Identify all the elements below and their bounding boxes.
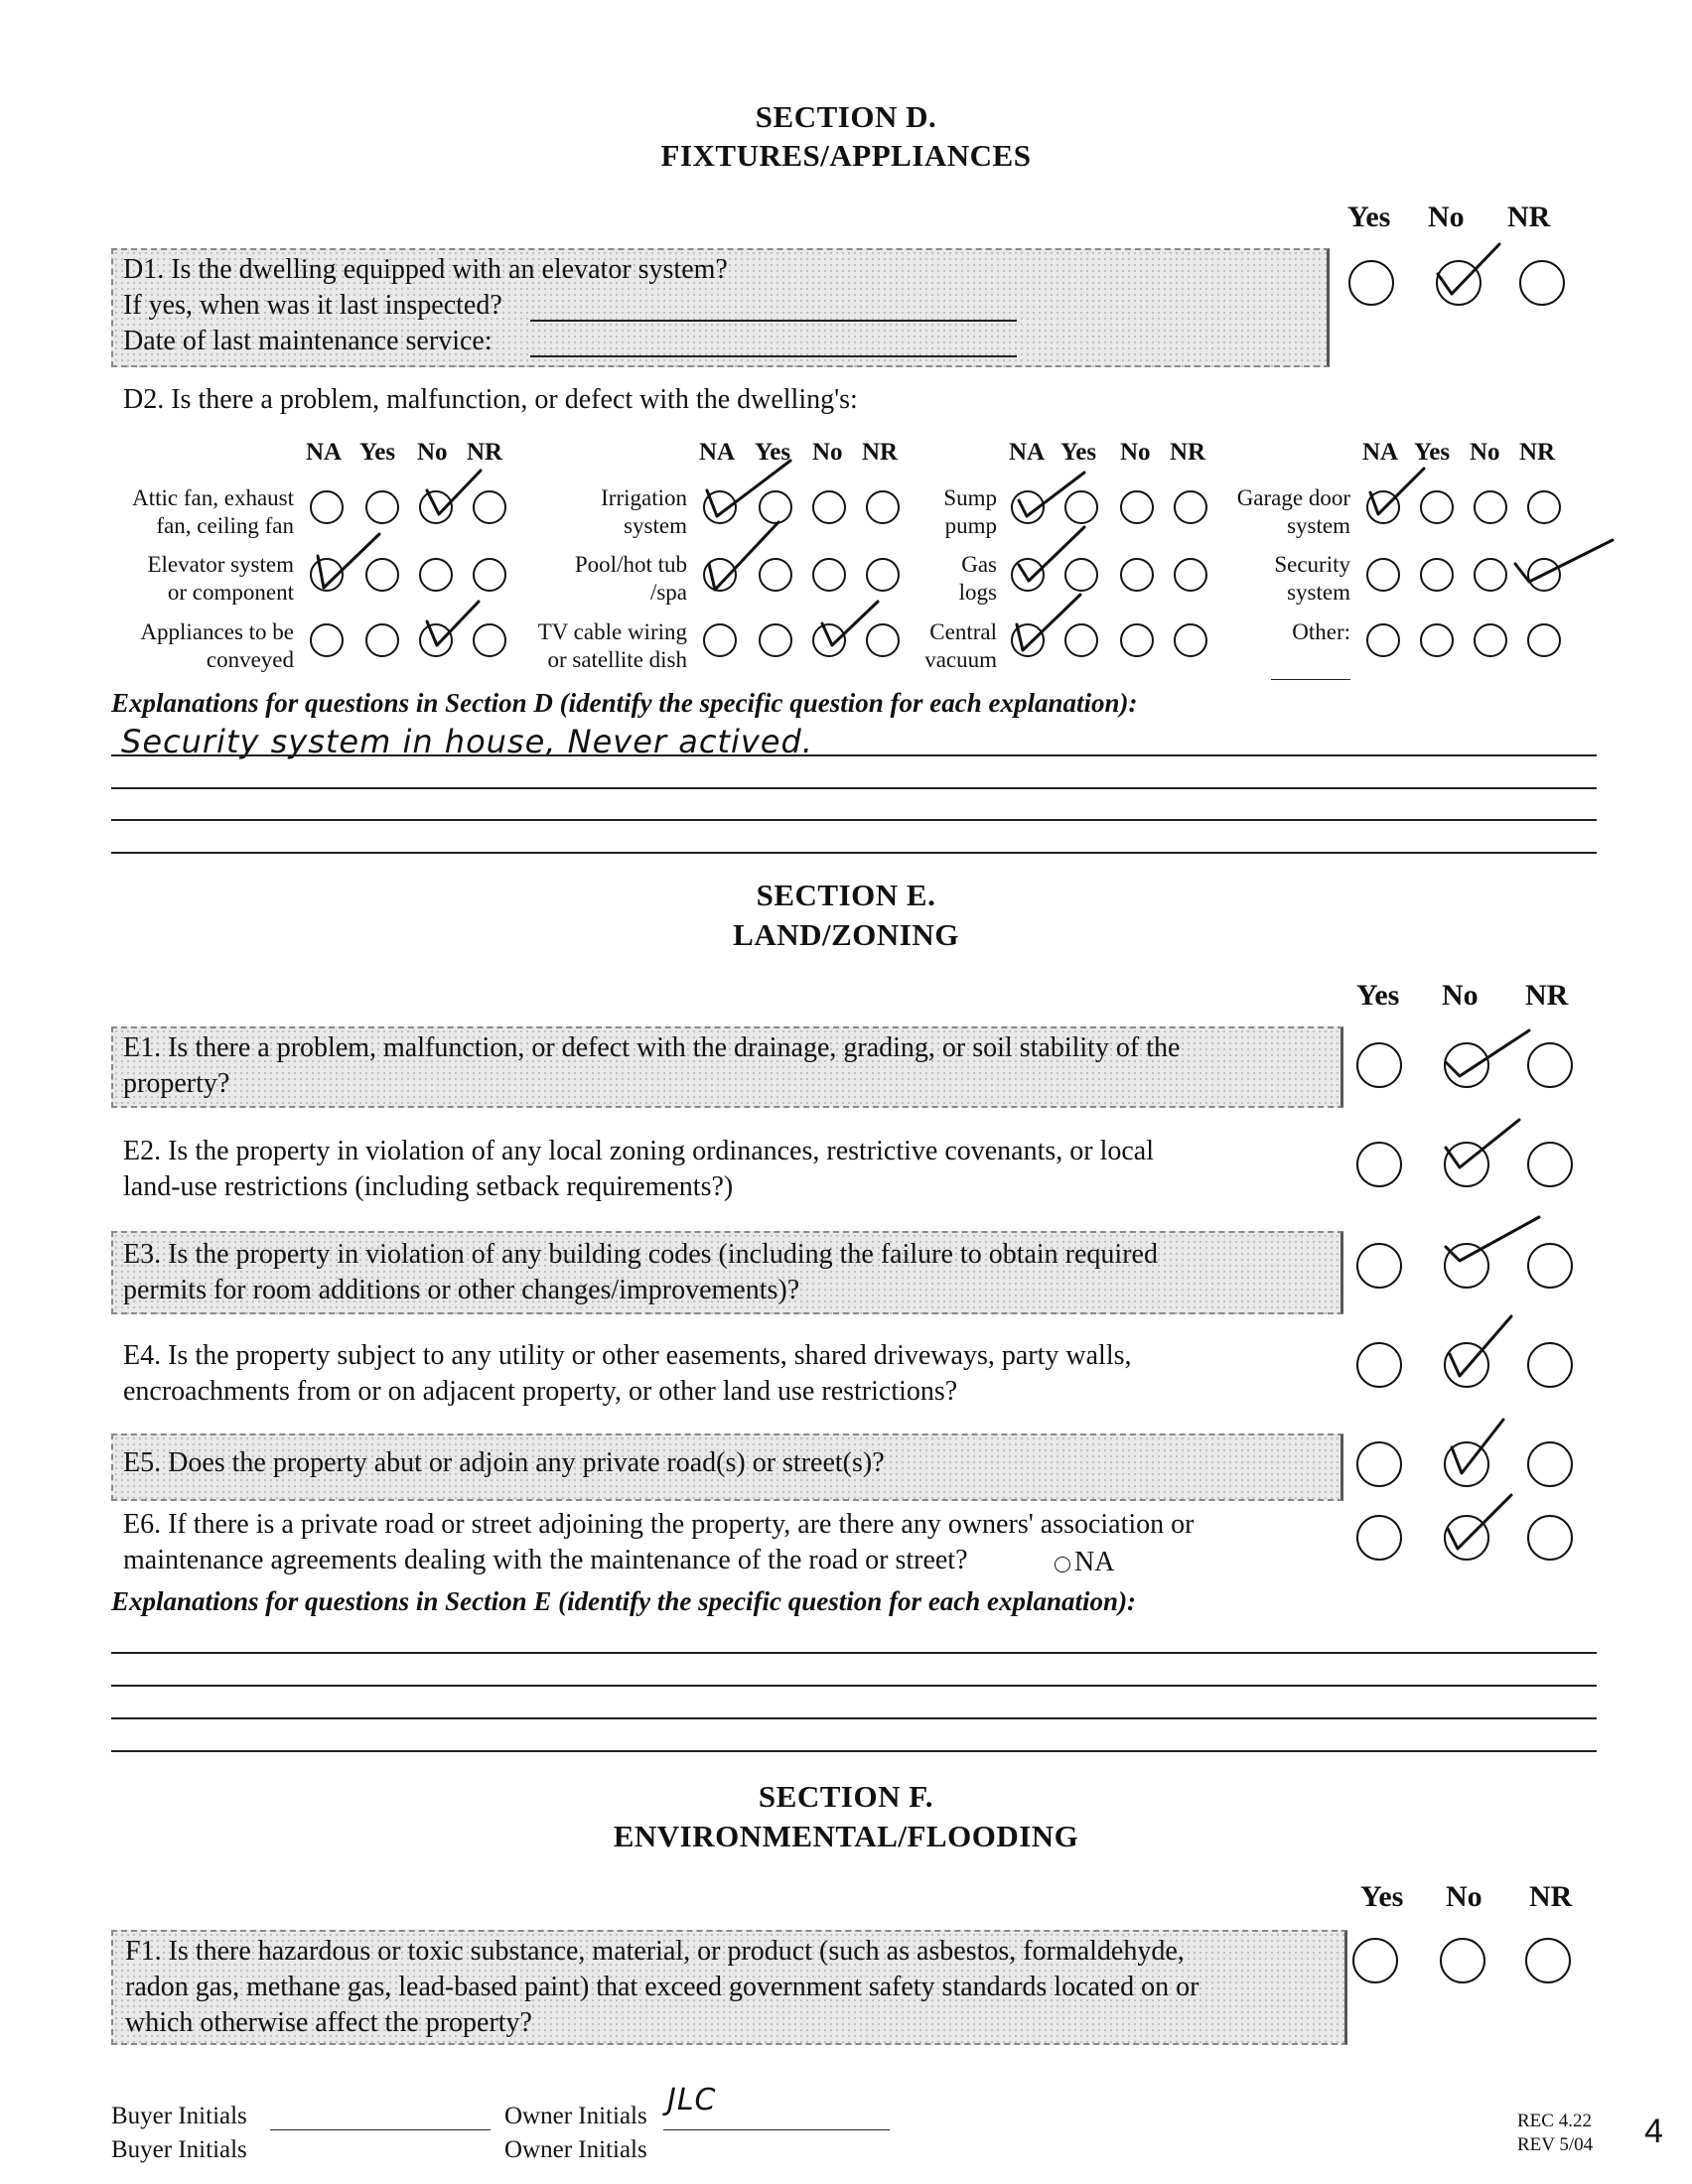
f1-yes-radio[interactable] [1352, 1938, 1398, 1983]
d2-item-11-no-radio[interactable] [1474, 623, 1507, 657]
d2-item-5-na-radio[interactable] [703, 623, 737, 657]
owner-initials-line-1[interactable] [663, 2129, 890, 2130]
e3-line1: E3. Is the property in violation of any building codes (including the failure to obtain required [123, 1239, 1158, 1270]
d2-item-0-nr-radio[interactable] [473, 490, 506, 524]
d2-label-sump-pump: Sump pump [943, 485, 997, 538]
d2-item-0-no-radio[interactable] [419, 490, 453, 524]
d2-item-6-nr-radio[interactable] [1174, 490, 1207, 524]
e4-no-radio[interactable] [1444, 1342, 1489, 1388]
d1-no-radio[interactable] [1436, 260, 1481, 306]
d2-security-nr-check [1509, 536, 1619, 596]
e3-no-radio[interactable] [1444, 1243, 1489, 1289]
e-explanation-line-2[interactable] [111, 1685, 1597, 1687]
e-col-yes: Yes [1356, 979, 1400, 1012]
e2-line1: E2. Is the property in violation of any local zoning ordinances, restrictive covenants, or local [123, 1136, 1155, 1166]
e1-no-radio[interactable] [1444, 1042, 1489, 1088]
d2-label-central-vacuum: Central vacuum [924, 619, 997, 672]
d2-item-4-yes-radio[interactable] [759, 558, 792, 592]
f1-line1: F1. Is there hazardous or toxic substance, material, or product (such as asbestos, formaldehyde, [125, 1936, 1185, 1967]
form-rev: REV 5/04 [1517, 2134, 1594, 2155]
section-e-title: SECTION E. [756, 878, 936, 912]
section-d-subtitle: FIXTURES/APPLIANCES [660, 138, 1032, 173]
d-col-yes: Yes [1347, 201, 1391, 233]
d2-label-irrigation: Irrigation system [601, 485, 687, 538]
d2-g3-no: No [1120, 439, 1151, 466]
d2-item-10-nr-radio[interactable] [1527, 558, 1561, 592]
d2-label-gas-logs: Gas logs [958, 552, 997, 605]
d2-item-3-yes-radio[interactable] [759, 490, 792, 524]
d2-item-11-yes-radio[interactable] [1420, 623, 1454, 657]
d1-line2: If yes, when was it last inspected? [123, 290, 502, 321]
e1-line1: E1. Is there a problem, malfunction, or defect with the drainage, grading, or soil stability of the [123, 1032, 1181, 1063]
f1-line2: radon gas, methane gas, lead-based paint) that exceed government safety standards located on or [125, 1972, 1199, 2002]
d1-question-box [111, 248, 1330, 367]
d2-item-10-no-radio[interactable] [1474, 558, 1507, 592]
f1-nr-radio[interactable] [1525, 1938, 1571, 1983]
f1-no-radio[interactable] [1440, 1938, 1485, 1983]
d2-g3-na: NA [1009, 439, 1046, 466]
d2-g1-yes: Yes [359, 439, 396, 466]
d2-item-10-yes-radio[interactable] [1420, 558, 1454, 592]
d2-item-0-na-radio[interactable] [310, 490, 344, 524]
d2-label-security: Security system [1274, 552, 1350, 605]
d2-item-11-nr-radio[interactable] [1527, 623, 1561, 657]
d2-item-9-nr-radio[interactable] [1527, 490, 1561, 524]
e5-no-radio[interactable] [1444, 1441, 1489, 1487]
d-explanation-line-4[interactable] [111, 852, 1597, 854]
d2-g4-nr: NR [1519, 439, 1556, 466]
e-explanation-line-1[interactable] [111, 1652, 1597, 1654]
e1-question-box [111, 1026, 1343, 1108]
e1-nr-radio[interactable] [1527, 1042, 1573, 1088]
section-d-title: SECTION D. [755, 99, 937, 134]
d2-g4-na: NA [1362, 439, 1399, 466]
d2-item-0-yes-radio[interactable] [365, 490, 399, 524]
owner-initials-handwriting: JLC [667, 2083, 717, 2117]
owner-initials-label-1: Owner Initials [504, 2103, 647, 2129]
d2-label-elevator: Elevator system or component [147, 552, 294, 605]
d1-line1: D1. Is the dwelling equipped with an elevator system? [123, 254, 728, 285]
d2-item-10-na-radio[interactable] [1366, 558, 1400, 592]
d2-item-9-no-radio[interactable] [1474, 490, 1507, 524]
e3-nr-radio[interactable] [1527, 1243, 1573, 1289]
d2-item-5-nr-radio[interactable] [866, 623, 900, 657]
d2-item-8-nr-radio[interactable] [1174, 623, 1207, 657]
d1-line3: Date of last maintenance service: [123, 326, 493, 356]
e2-yes-radio[interactable] [1356, 1142, 1402, 1187]
d2-item-2-yes-radio[interactable] [365, 623, 399, 657]
d2-g1-nr: NR [467, 439, 503, 466]
page-number: 4 [1644, 2113, 1663, 2150]
e4-yes-radio[interactable] [1356, 1342, 1402, 1388]
d2-g1-na: NA [306, 439, 343, 466]
e4-line2: encroachments from or on adjacent property, or other land use restrictions? [123, 1376, 958, 1407]
d2-item-6-yes-radio[interactable] [1064, 490, 1098, 524]
e-col-no: No [1442, 979, 1479, 1012]
e4-nr-radio[interactable] [1527, 1342, 1573, 1388]
e6-na-radio[interactable] [1055, 1557, 1070, 1572]
d2-item-2-no-radio[interactable] [419, 623, 453, 657]
d2-g2-na: NA [699, 439, 736, 466]
d2-item-1-no-radio[interactable] [419, 558, 453, 592]
d2-label-garage-door: Garage door system [1236, 485, 1350, 538]
f-col-yes: Yes [1360, 1880, 1404, 1913]
d2-item-3-no-radio[interactable] [812, 490, 846, 524]
d2-g2-yes: Yes [755, 439, 791, 466]
d2-g4-yes: Yes [1414, 439, 1451, 466]
d2-g2-nr: NR [862, 439, 899, 466]
form-code: REC 4.22 [1517, 2111, 1592, 2131]
e2-line2: land-use restrictions (including setback requirements?) [123, 1171, 734, 1202]
d2-g3-nr: NR [1170, 439, 1206, 466]
d1-maintenance-line[interactable] [530, 355, 1017, 357]
d-explanation-prompt: Explanations for questions in Section D (identify the specific question for each explanation): [111, 688, 1138, 718]
d2-item-6-na-radio[interactable] [1011, 490, 1045, 524]
e4-line1: E4. Is the property subject to any utility or other easements, shared driveways, party walls, [123, 1340, 1132, 1371]
e5-line1: E5. Does the property abut or adjoin any private road(s) or street(s)? [123, 1447, 885, 1478]
e5-question-box [111, 1433, 1343, 1501]
d2-item-2-nr-radio[interactable] [473, 623, 506, 657]
e1-line2: property? [123, 1068, 230, 1099]
d2-item-9-na-radio[interactable] [1366, 490, 1400, 524]
d2-item-5-no-radio[interactable] [812, 623, 846, 657]
d2-label-attic-fan: Attic fan, exhaust fan, ceiling fan [132, 485, 294, 538]
buyer-initials-label-1: Buyer Initials [111, 2103, 247, 2129]
e3-line2: permits for room additions or other changes/improvements)? [123, 1275, 800, 1305]
d2-label-appliances: Appliances to be conveyed [140, 619, 294, 672]
d2-item-7-yes-radio[interactable] [1064, 558, 1098, 592]
d2-question: D2. Is there a problem, malfunction, or defect with the dwelling's: [123, 384, 858, 415]
section-f-title: SECTION F. [758, 1779, 934, 1814]
d2-item-9-yes-radio[interactable] [1420, 490, 1454, 524]
d2-item-7-nr-radio[interactable] [1174, 558, 1207, 592]
d1-yes-radio[interactable] [1348, 260, 1394, 306]
d2-item-3-na-radio[interactable] [703, 490, 737, 524]
d2-item-7-no-radio[interactable] [1120, 558, 1154, 592]
d2-g4-no: No [1470, 439, 1500, 466]
buyer-initials-label-2: Buyer Initials [111, 2136, 247, 2163]
d2-item-5-yes-radio[interactable] [759, 623, 792, 657]
e6-nr-radio[interactable] [1527, 1515, 1573, 1561]
e-col-nr: NR [1525, 979, 1569, 1012]
e6-yes-radio[interactable] [1356, 1515, 1402, 1561]
d2-item-8-na-radio[interactable] [1011, 623, 1045, 657]
e6-na-label: NA [1074, 1547, 1115, 1577]
e3-question-box [111, 1231, 1343, 1314]
d1-inspected-line[interactable] [530, 320, 1017, 322]
d2-item-4-nr-radio[interactable] [866, 558, 900, 592]
d2-item-6-no-radio[interactable] [1120, 490, 1154, 524]
e5-nr-radio[interactable] [1527, 1441, 1573, 1487]
d2-item-8-no-radio[interactable] [1120, 623, 1154, 657]
e5-yes-radio[interactable] [1356, 1441, 1402, 1487]
d2-item-1-yes-radio[interactable] [365, 558, 399, 592]
d2-g3-yes: Yes [1060, 439, 1097, 466]
e-explanation-line-4[interactable] [111, 1750, 1597, 1752]
d-col-nr: NR [1507, 201, 1551, 233]
d2-label-other: Other: [1292, 619, 1350, 644]
f-col-nr: NR [1529, 1880, 1573, 1913]
f1-question-box [111, 1930, 1347, 2045]
f-col-no: No [1446, 1880, 1482, 1913]
d2-item-4-na-radio[interactable] [703, 558, 737, 592]
d2-item-1-na-radio[interactable] [310, 558, 344, 592]
d2-item-2-na-radio[interactable] [310, 623, 344, 657]
e2-nr-radio[interactable] [1527, 1142, 1573, 1187]
e6-line1: E6. If there is a private road or street adjoining the property, are there any owners' association or [123, 1509, 1195, 1540]
e3-yes-radio[interactable] [1356, 1243, 1402, 1289]
e6-line2: maintenance agreements dealing with the maintenance of the road or street? [123, 1545, 968, 1575]
d2-item-3-nr-radio[interactable] [866, 490, 900, 524]
f1-line3: which otherwise affect the property? [125, 2007, 532, 2038]
section-e-subtitle: LAND/ZONING [733, 917, 959, 952]
e1-yes-radio[interactable] [1356, 1042, 1402, 1088]
d2-item-7-na-radio[interactable] [1011, 558, 1045, 592]
d1-nr-radio[interactable] [1519, 260, 1565, 306]
d2-item-8-yes-radio[interactable] [1064, 623, 1098, 657]
section-f-subtitle: ENVIRONMENTAL/FLOODING [613, 1819, 1079, 1853]
d-col-no: No [1428, 201, 1465, 233]
e-explanation-prompt: Explanations for questions in Section E (identify the specific question for each explanation): [111, 1586, 1137, 1616]
owner-initials-label-2: Owner Initials [504, 2136, 647, 2163]
d2-label-tv-cable: TV cable wiring or satellite dish [537, 619, 687, 672]
d-explanation-line-1[interactable] [111, 754, 1597, 756]
d2-item-11-na-radio[interactable] [1366, 623, 1400, 657]
d2-label-pool: Pool/hot tub /spa [574, 552, 687, 605]
d2-g2-no: No [812, 439, 843, 466]
buyer-initials-line-1[interactable] [270, 2129, 491, 2130]
e6-no-radio[interactable] [1444, 1515, 1489, 1561]
d-explanation-line-3[interactable] [111, 819, 1597, 821]
d-explanation-line-2[interactable] [111, 787, 1597, 789]
d2-item-1-nr-radio[interactable] [473, 558, 506, 592]
d2-other-line[interactable] [1271, 679, 1350, 680]
e-explanation-line-3[interactable] [111, 1717, 1597, 1719]
e2-no-radio[interactable] [1444, 1142, 1489, 1187]
d2-item-4-no-radio[interactable] [812, 558, 846, 592]
d2-g1-no: No [417, 439, 448, 466]
d-explanation-handwriting: Security system in house, Never actived. [121, 723, 813, 760]
